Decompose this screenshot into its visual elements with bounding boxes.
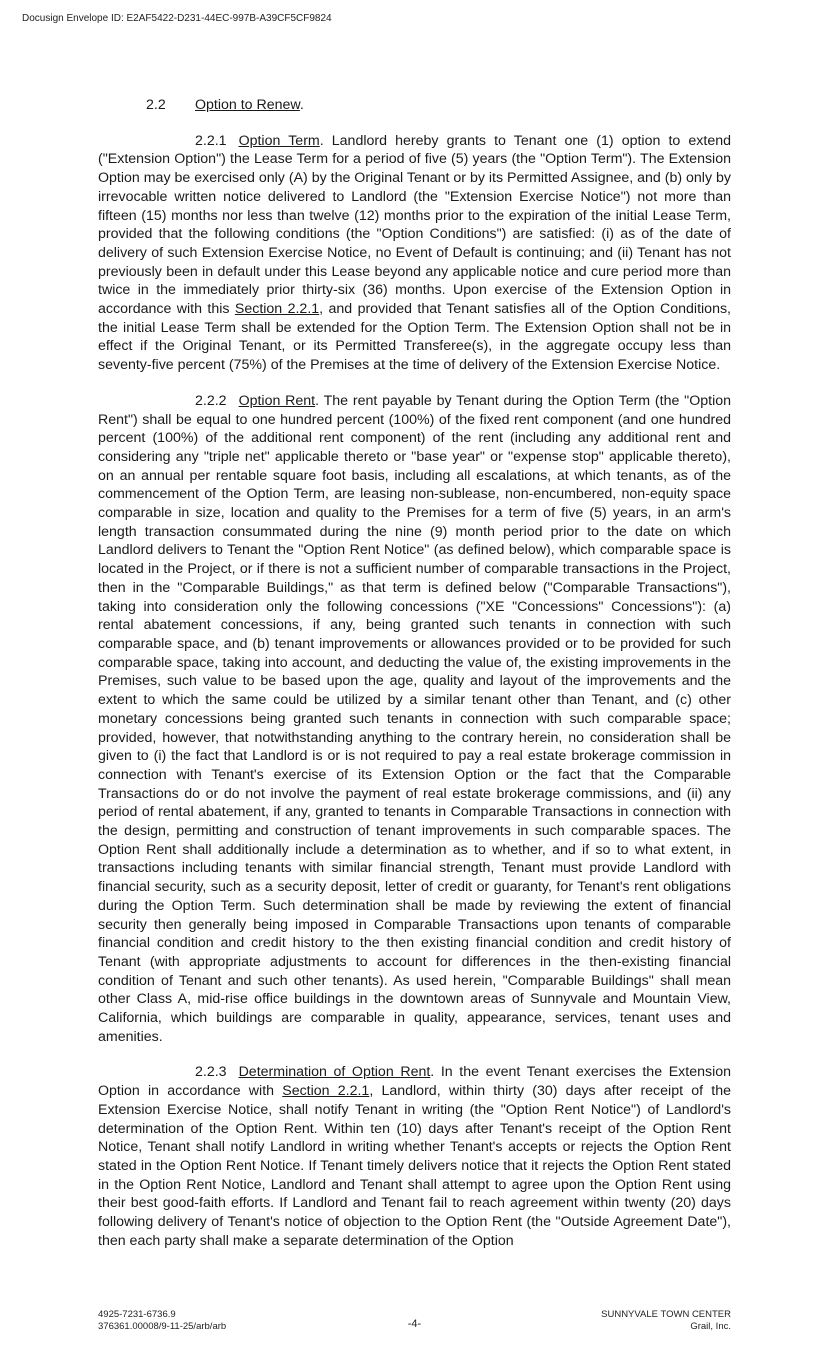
section-reference: Section 2.2.1 [282, 1083, 370, 1100]
subsection-number: 2.2.2 [195, 392, 227, 409]
section-number: 2.2 [146, 97, 166, 113]
section-title-period: . [299, 97, 304, 113]
subsection-title: Determination of Option Rent [238, 1064, 431, 1081]
paragraph-text: . The rent payable by Tenant during the Option Term (the "Option Rent") shall be equal to one hundred percent (100%) of the fixed rent component (and one hundred percent (100%) of the additional rent component) of the rent (including any additional rent and considering any "triple net" applicable thereto or "base year" or "expense stop" applicable thereto), on an annual per rentable square foot basis, including all escalations, at which tenants, as of the commencement of the Option Term, are leasing non-sublease, non-encumbered, non-equity space comparable in size, location and quality to the Premises for a term of five (5) years, in an arm's length transaction consummated during the nine (9) month period prior to the date on which Landlord delivers to Tenant the "Option Rent Notice" (as defined below), which comparable space is located in the Project, or if there is not a sufficient number of comparable transactions in the Project, then in the "Comparable Buildings," as that term is defined below ("Comparable Transactions"), taking into consideration only the following concessions ("XE "Concessions" Concessions"): (a) rental abatement concessions, if any, being granted such tenants in connection with such comparable space, and (b) tenant improvements or allowances provided or to be provided for such comparable space, taking into account, and deducting the value of, the existing improvements in the Premises, such value to be based upon the age, quality and layout of the improvements and the extent to which the same could be utilized by a similar tenant other than Tenant, and (c) other monetary concessions being granted such tenants in connection with such comparable space; provided, however, that notwithstanding anything to the contrary herein, no consideration shall be given to (i) the fact that Landlord is or is not required to pay a real estate brokerage commission in connection with Tenant's exercise of its Extension Option or the fact that the Comparable Transactions do or do not involve the payment of real estate brokerage commissions, and (ii) any period of rental abatement, if any, granted to tenants in Comparable Transactions in connection with the design, permitting and construction of tenant improvements in such comparable spaces. The Option Rent shall additionally include a determination as to whether, and if so to what extent, in transactions including tenants with similar financial strength, Tenant must provide Landlord with financial security, such as a security deposit, letter of credit or guaranty, for Tenant's rent obligations during the Option Term. Such determination shall be made by reviewing the extent of financial security then generally being imposed in Comparable Transactions upon tenants of comparable financial condition and credit history to the then existing financial condition and credit history of Tenant (with appropriate adjustments to account for differences in the then-existing financial condition of Tenant and such other tenants). As used herein, "Comparable Buildings" shall mean other Class A, mid-rise office buildings in the downtown areas of Sunnyvale and Mountain View, California, which buildings are comparable in quality, appearance, services, tenant uses and amenities. [98, 392, 731, 1045]
section-reference: Section 2.2.1 [234, 301, 320, 318]
paragraph-option-term [98, 132, 731, 375]
paragraph-text: , and provided that Tenant satisfies all of the Option Conditions, the initial Lease Term shall be extended for the Option Term. The Extension Option shall not be in effect if the Original Tenant, or its Permitted Transferee(s), in the aggregate occupy less than seventy-five percent (75%) of the Premises at the time of delivery of the Extension Exercise Notice. [98, 301, 731, 374]
footer-right [601, 1309, 731, 1332]
paragraph-text: . Landlord hereby grants to Tenant one (1) option to extend ("Extension Option") the Lease Term for a period of five (5) years (the "Option Term"). The Extension Option may be exercised only (A) by the Original Tenant or by its Permitted Assignee, and (b) only by irrevocable written notice delivered to Landlord (the "Extension Exercise Notice") not more than fifteen (15) months nor less than twelve (12) months prior to the expiration of the initial Lease Term, provided that the following conditions (the "Option Conditions") are satisfied: (i) as of the date of delivery of such Extension Exercise Notice, no Event of Default is continuing; and (ii) Tenant has not previously been in default under this Lease beyond any applicable notice and cure period more than twice in the immediately prior thirty-six (36) months. Upon exercise of the Extension Option in accordance with this [98, 132, 731, 318]
section-title: Option to Renew [195, 97, 300, 113]
subsection-title: Option Term [238, 132, 320, 149]
paragraph-text: , Landlord, within thirty (30) days after receipt of the Extension Exercise Notice, shall notify Tenant in writing (the "Option Rent Notice") of Landlord's determination of the Option Rent. Within ten (10) days after Tenant's receipt of the Option Rent Notice, Tenant shall notify Landlord in writing whether Tenant's accepts or rejects the Option Rent stated in the Option Rent Notice. If Tenant timely delivers notice that it rejects the Option Rent stated in the Option Rent Notice, Landlord and Tenant shall attempt to agree upon the Option Rent using their best good-faith efforts. If Landlord and Tenant fail to reach agreement within twenty (20) days following delivery of Tenant's notice of objection to the Option Rent (the "Outside Agreement Date"), then each party shall make a separate determination of the Option [98, 1083, 731, 1249]
section-heading [98, 96, 731, 115]
paragraph-text: . In the event Tenant exercises the Extension Option in accordance with [98, 1064, 731, 1100]
page-number: -4- [407, 1318, 422, 1330]
footer-file-ref: 376361.00008/9-11-25/arb/arb [98, 1320, 227, 1332]
paragraph-option-rent [98, 392, 731, 1047]
footer-project: SUNNYVALE TOWN CENTER [601, 1309, 731, 1320]
document-body [98, 96, 731, 1267]
footer-tenant: Grail, Inc. [690, 1320, 731, 1332]
envelope-id: Docusign Envelope ID: E2AF5422-D231-44EC-997B-A39CF5CF9824 [22, 13, 332, 24]
subsection-title: Option Rent [238, 392, 316, 409]
footer-doc-id: 4925-7231-6736.9 [98, 1309, 176, 1320]
subsection-number: 2.2.3 [195, 1064, 227, 1081]
paragraph-determination-of-option-rent [98, 1063, 731, 1250]
subsection-number: 2.2.1 [195, 132, 227, 149]
